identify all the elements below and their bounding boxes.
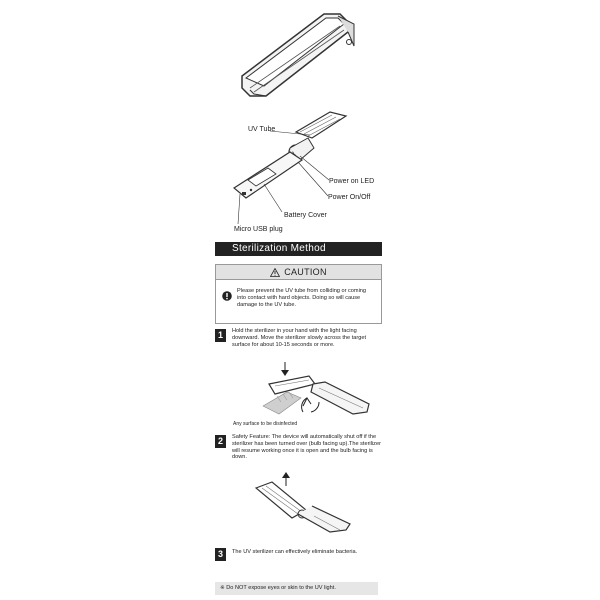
closed-sterilizer-illustration [236, 6, 356, 106]
step-1-number: 1 [215, 329, 226, 342]
surface-label: Any surface to be disinfected [233, 421, 298, 427]
label-power-led: Power on LED [329, 178, 375, 185]
step-2-text: Safety Feature: The device will automatically shut off if the sterilizer has been turned over (bulb facing up).The sterilizer will resume working once it is open and the bulb facing is down. [232, 434, 381, 461]
section-title: Sterilization Method [215, 242, 382, 256]
exclamation-icon [222, 291, 232, 301]
caution-title: CAUTION [284, 267, 327, 277]
step-1-illustration [255, 362, 375, 424]
caution-box [215, 264, 382, 324]
step-2-illustration [250, 470, 360, 540]
safety-note: ※ Do NOT expose eyes or skin to the UV light. [215, 582, 378, 595]
warning-triangle-icon [270, 268, 280, 277]
label-usb-plug: Micro USB plug [234, 226, 283, 233]
label-uv-tube: UV Tube [248, 126, 276, 133]
step-3-number: 3 [215, 548, 226, 561]
caution-text: Please prevent the UV tube from colliding or coming into contact with hard objects. Doing so will cause damage to the UV tube. [237, 288, 367, 308]
label-power-switch: Power On/Off [328, 194, 371, 201]
step-3-text: The UV sterilizer can effectively eliminate bacteria. [232, 549, 358, 555]
caution-header [216, 265, 381, 280]
step-1-text: Hold the sterilizer in your hand with the light facing downward. Move the sterilizer slowly across the target surface for about 10-15 seconds or more. [232, 328, 366, 348]
step-2-number: 2 [215, 435, 226, 448]
label-battery-cover: Battery Cover [284, 212, 327, 219]
